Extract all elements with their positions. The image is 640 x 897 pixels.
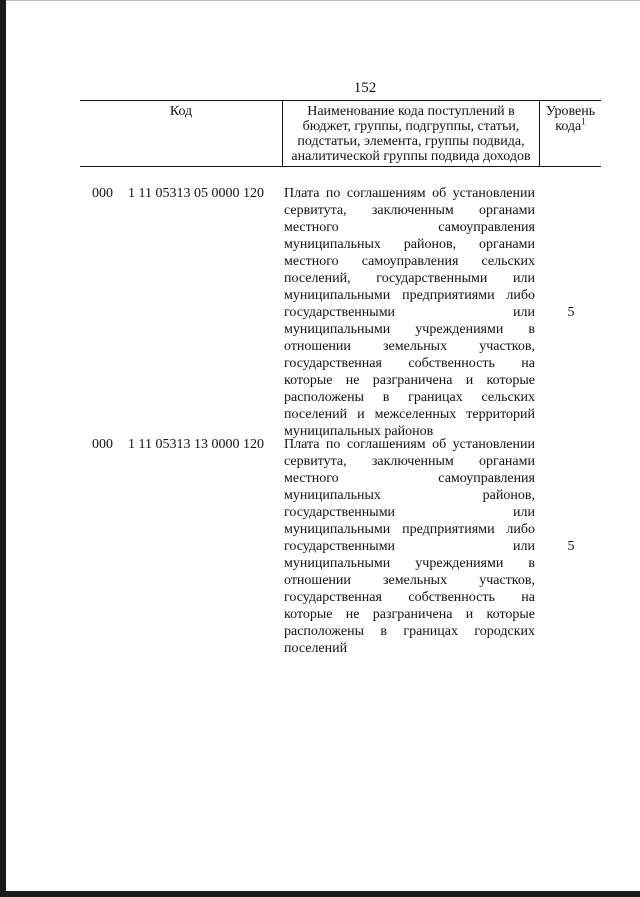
header-level-footnote: 1: [581, 116, 586, 127]
description-line: сервитута, заключенным органами: [284, 454, 535, 469]
description-line: отношении земельных участков,: [284, 573, 535, 588]
description-line: которые не разграничена и которые: [284, 607, 535, 622]
description-line: местного самоуправления: [284, 471, 535, 486]
row-prefix: 000: [92, 186, 113, 201]
description-line: муниципальных районов: [284, 424, 434, 439]
header-name-line: Наименование кода поступлений в: [307, 104, 515, 119]
row-level: 5: [567, 305, 575, 320]
description-line: местного самоуправления сельских: [284, 254, 535, 269]
description-line: муниципальными учреждениями в: [284, 322, 535, 337]
header-level-line1: Уровень: [545, 104, 596, 119]
row-prefix: 000: [92, 437, 113, 452]
row-level: 5: [567, 539, 575, 554]
description-line: отношении земельных участков,: [284, 339, 535, 354]
page-number: 152: [353, 80, 377, 96]
description-line: которые не разграничена и которые: [284, 373, 535, 388]
description-line: Плата по соглашениям об установлении: [284, 437, 535, 452]
header-name-line: бюджет, группы, подгруппы, статьи,: [302, 119, 520, 134]
description-line: государственными или: [284, 505, 535, 520]
description-line: государственная собственность на: [284, 590, 535, 605]
header-code-cell: [80, 101, 283, 167]
row-description: [284, 436, 535, 657]
header-level-line2: [543, 116, 598, 134]
header-level-cell: [540, 101, 602, 167]
description-line: государственными или: [284, 305, 535, 320]
description-line: муниципальными предприятиями либо: [284, 522, 535, 537]
row-code: 1 11 05313 13 0000 120: [128, 437, 264, 452]
description-line: поселений, государственными или: [284, 271, 535, 286]
scan-edge-top: [0, 0, 640, 1]
description-line: местного самоуправления: [284, 220, 535, 235]
header-name-cell: [283, 101, 540, 167]
header-name-line: подстатьи, элемента, группы подвида,: [297, 134, 525, 149]
header-name-line: аналитической группы подвида доходов: [291, 149, 531, 164]
description-line: сервитута, заключенным органами: [284, 203, 535, 218]
description-line: расположены в границах сельских: [284, 390, 535, 405]
table-header: [80, 100, 601, 167]
description-line: муниципальными учреждениями в: [284, 556, 535, 571]
description-line: государственными или: [284, 539, 535, 554]
row-code: 1 11 05313 05 0000 120: [128, 186, 264, 201]
header-level-label: кода: [555, 119, 582, 134]
scan-edge-left: [0, 0, 6, 897]
description-line: поселений: [284, 641, 348, 656]
description-line: муниципальных районов,: [284, 488, 535, 503]
description-line: Плата по соглашениям об установлении: [284, 186, 535, 201]
scan-edge-bottom: [0, 891, 640, 897]
description-line: поселений и межселенных территорий: [284, 407, 535, 422]
description-line: муниципальными предприятиями либо: [284, 288, 535, 303]
description-line: расположены в границах городских: [284, 624, 535, 639]
row-description: [284, 185, 535, 440]
description-line: муниципальных районов, органами: [284, 237, 535, 252]
header-code-label: Код: [169, 104, 193, 119]
description-line: государственная собственность на: [284, 356, 535, 371]
